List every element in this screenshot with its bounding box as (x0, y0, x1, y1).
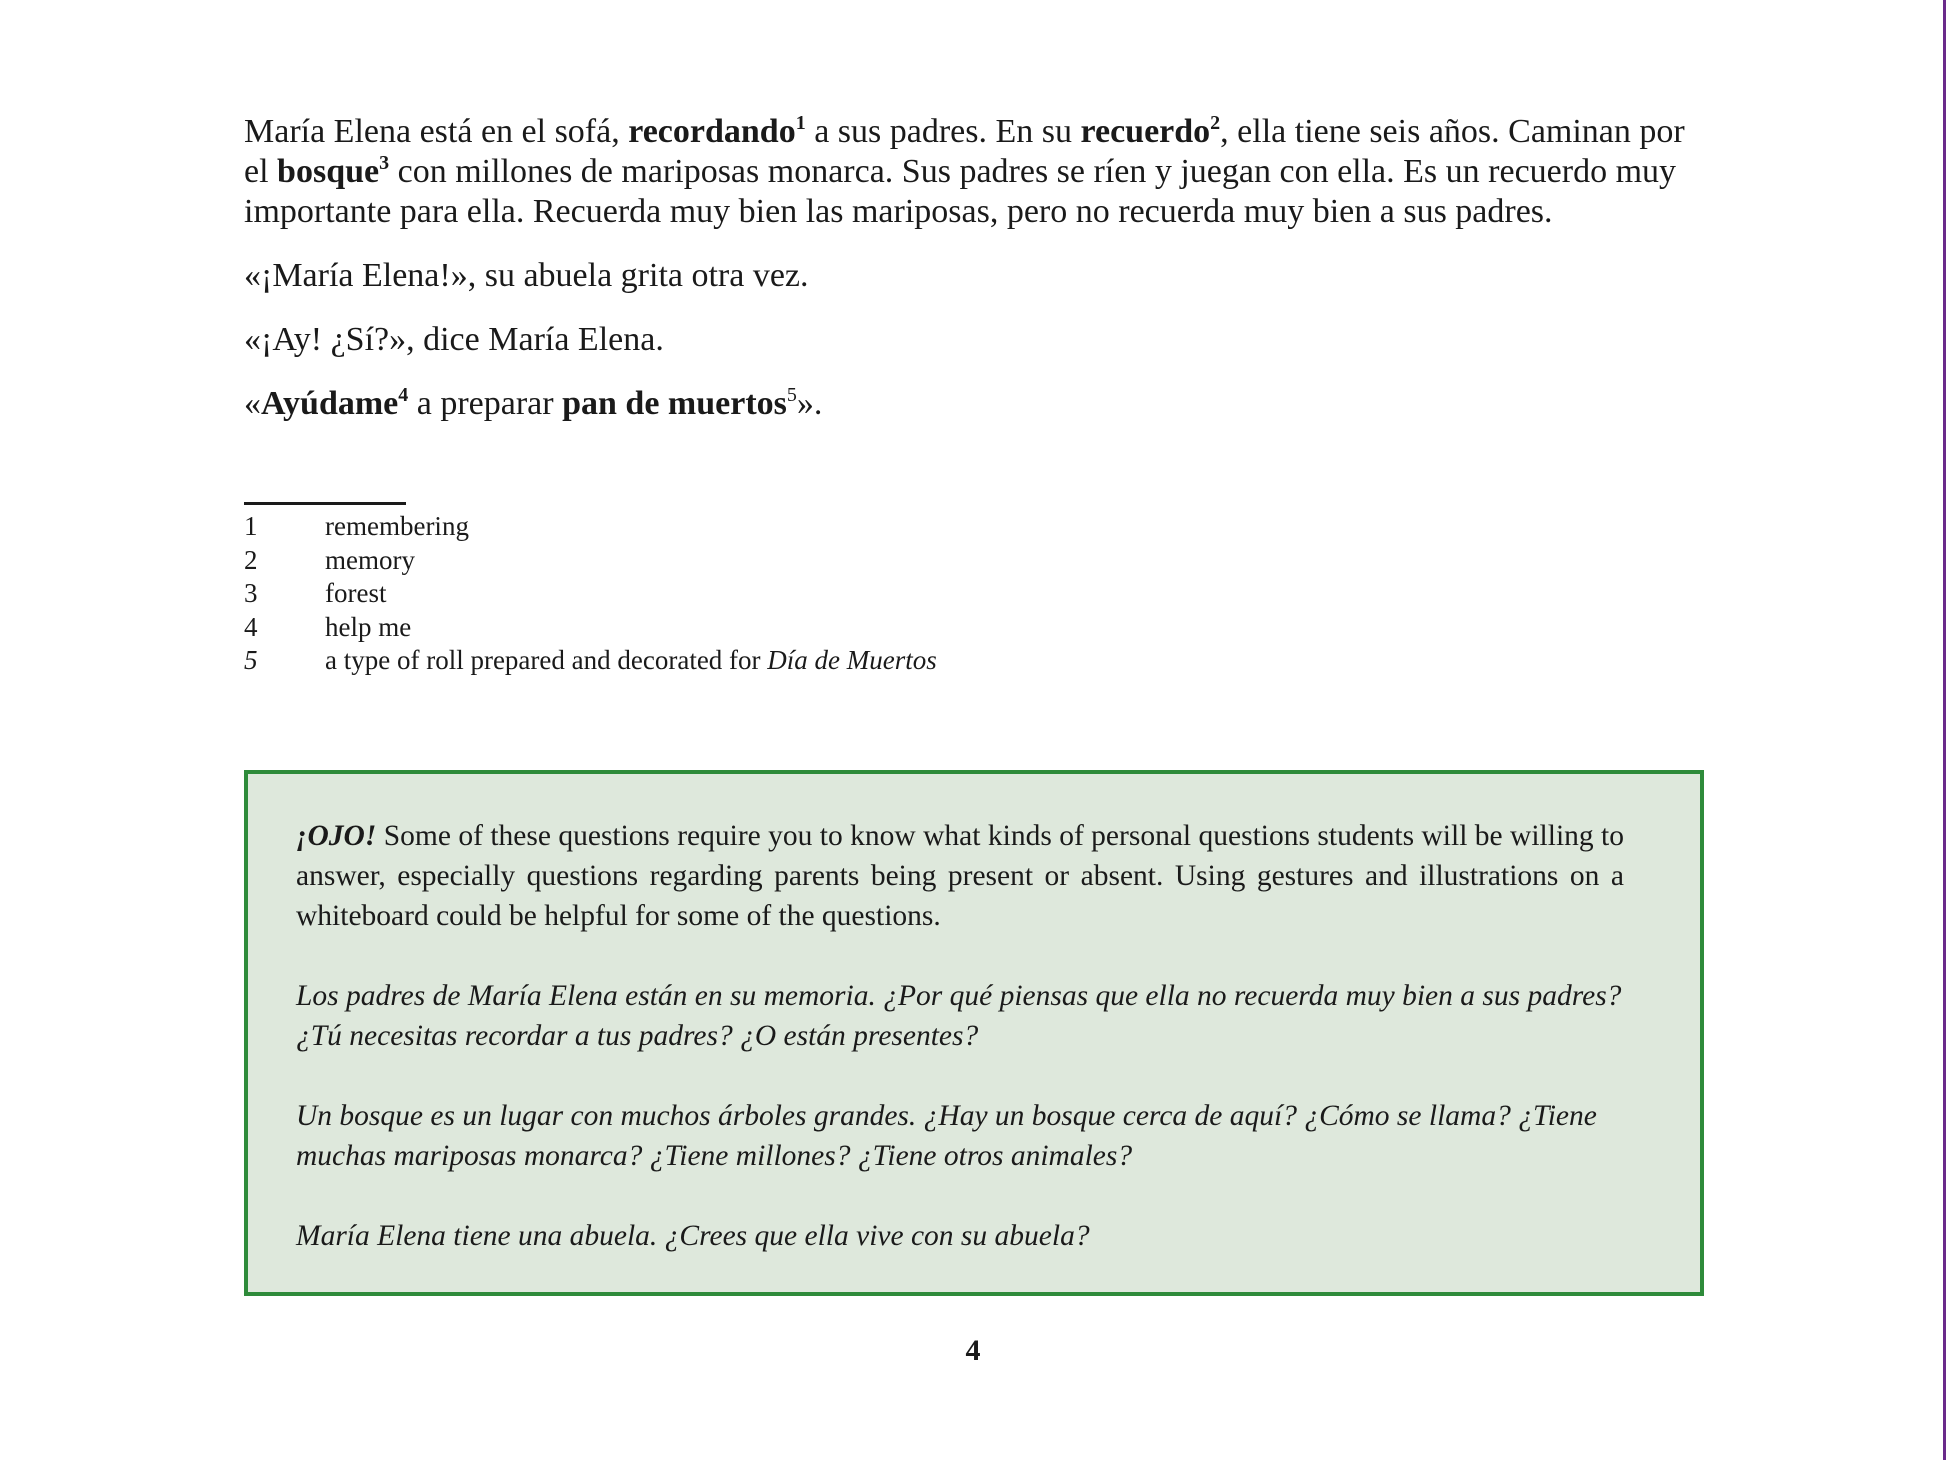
vocab-recordando: recordando (628, 113, 796, 150)
text-run: con millones de mariposas monarca. Sus padres se ríen y juegan con ella. Es un recuerdo muy importante para ella. Recuerda muy bien las mariposas, pero no recuerda muy bien a sus padres. (244, 153, 1677, 230)
footnote-italic-term: Día de Muertos (767, 645, 937, 675)
footnote-divider (244, 502, 406, 505)
vocab-bosque: bosque (277, 153, 380, 190)
vocab-pan-de-muertos: pan de muertos (562, 385, 787, 422)
ojo-question-1: Los padres de María Elena están en su memoria. ¿Por qué piensas que ella no recuerda muy bien a sus padres? ¿Tú necesitas recordar a tus padres? ¿O están presentes? (296, 980, 1622, 1052)
story-paragraph-4 (244, 384, 1694, 424)
footnote-3 (244, 577, 937, 611)
ojo-intro-text: Some of these questions require you to know what kinds of personal questions students will be willing to answer, especially questions regarding parents being present or absent. Using gestures and illustrations on a whiteboard could be helpful for some of the questions. (296, 820, 1624, 932)
story-paragraph-2: «¡María Elena!», su abuela grita otra vez. (244, 257, 809, 294)
footnote-5 (244, 644, 937, 678)
footnote-ref-4[interactable]: 4 (398, 384, 409, 406)
footnote-text: help me (325, 611, 412, 642)
footnote-text: memory (325, 544, 415, 575)
ojo-question-2: Un bosque es un lugar con muchos árboles grandes. ¿Hay un bosque cerca de aquí? ¿Cómo se llama? ¿Tiene muchas mariposas monarca? ¿Tiene millones? ¿Tiene otros animales? (296, 1100, 1597, 1172)
ojo-question-3: María Elena tiene una abuela. ¿Crees que ella vive con su abuela? (296, 1220, 1090, 1252)
page-number: 4 (965, 1334, 981, 1367)
footnote-4 (244, 611, 937, 645)
footnote-text: remembering (325, 511, 469, 541)
footnote-text: forest (325, 578, 387, 608)
story-paragraph-1 (244, 112, 1694, 232)
text-run: , ella tiene seis años. Caminan por el (244, 113, 1685, 190)
footnote-ref-1[interactable]: 1 (795, 112, 806, 134)
footnote-number: 1 (244, 511, 258, 541)
footnote-number: 2 (244, 544, 258, 575)
footnote-text-run: a type of roll prepared and decorated for (325, 645, 768, 675)
text-run: « (244, 385, 261, 422)
footnote-ref-5[interactable]: 5 (786, 384, 797, 406)
footnote-ref-3[interactable]: 3 (379, 152, 390, 174)
footnote-number: 4 (244, 611, 258, 642)
story-paragraph-3: «¡Ay! ¿Sí?», dice María Elena. (244, 321, 664, 358)
text-run: a preparar (408, 385, 563, 422)
text-run: ». (796, 385, 823, 422)
ojo-intro (296, 816, 1624, 936)
footnote-number: 3 (244, 578, 258, 608)
story-text (244, 112, 1694, 448)
footnote-1 (244, 510, 937, 544)
footnote-ref-2[interactable]: 2 (1210, 112, 1221, 134)
text-run: María Elena está en el sofá, (244, 113, 629, 150)
footnotes (244, 510, 937, 678)
vocab-recuerdo: recuerdo (1080, 113, 1211, 150)
footnote-2 (244, 544, 937, 578)
ojo-teacher-note-box (244, 770, 1704, 1296)
footnote-number: 5 (244, 645, 258, 675)
footnote-text (325, 644, 937, 678)
text-run: a sus padres. En su (805, 113, 1081, 150)
vocab-ayudame: Ayúdame (261, 385, 399, 422)
ojo-label: ¡OJO! (296, 820, 377, 852)
